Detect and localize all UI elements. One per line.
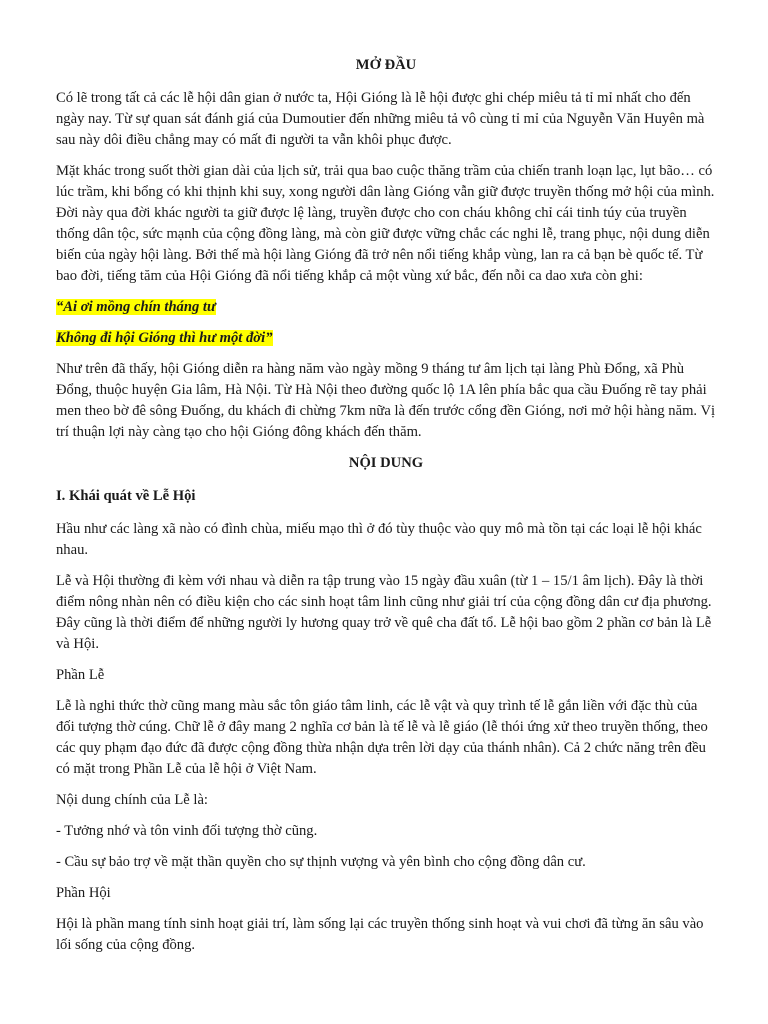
phan-le-list-intro: Nội dung chính của Lễ là: xyxy=(56,792,208,808)
intro-paragraph-1: Có lẽ trong tất cả các lễ hội dân gian ở nước ta, Hội Gióng là lễ hội được ghi chép miêu tả tỉ mỉ nhất cho đến ngày nay. Từ sự quan sát đánh giá của Dumoutier đến những miêu tả vô cùng tỉ mỉ của Nguyễn Văn Huyên mà sau này dôi điều chẳng may có mất đi người ta vẫn khôi phục được. xyxy=(56,90,705,148)
section-1-title: I. Khái quát về Lễ Hội xyxy=(56,488,196,504)
location-paragraph: Như trên đã thấy, hội Gióng diễn ra hàng năm vào ngày mồng 9 tháng tư âm lịch tại làng Phù Đổng, xã Phù Đổng, thuộc huyện Gia lâm, Hà Nội. Từ Hà Nội theo đường quốc lộ 1A lên phía bắc qua cầu Đuống rẽ tay phải men theo bờ đê sông Đuống, du khách đi chừng 7km nữa là đến trước cổng đền Gióng, nơi mở hội hàng năm. Vị trí thuận lợi này càng tạo cho hội Gióng đông khách đến thăm. xyxy=(56,361,716,440)
intro-paragraph-2: Mặt khác trong suốt thời gian dài của lịch sử, trải qua bao cuộc thăng trầm của chiến tranh loạn lạc, lụt bão… có lúc trầm, khi bổng có khi thịnh khi suy, xong người dân làng Gióng vẫn giữ được truyền thống mở hội của mình. Đời này qua đời khác người ta giữ được lệ làng, truyền được cho con cháu không chỉ cái tinh túy của truyền thống dân tộc, sức mạnh của cộng đồng làng, mà còn giữ được vững chắc các nghi lễ, trang phục, nội dung diễn biến của ngày hội làng. Bởi thế mà hội làng Gióng đã trở nên nổi tiếng khắp vùng, lan ra cả bạn bè quốc tế. Từ bao đời, tiếng tăm của Hội Gióng đã nổi tiếng khắp cả một vùng xứ bắc, đến nỗi ca dao xưa còn ghi: xyxy=(56,163,715,284)
phan-hoi-title: Phần Hội xyxy=(56,885,111,901)
phan-le-title: Phần Lễ xyxy=(56,667,105,683)
phan-le-list-item-1: - Tưởng nhớ và tôn vinh đối tượng thờ cũng. xyxy=(56,823,318,839)
verse-line-2 xyxy=(56,328,716,349)
phan-le-list-item-2: - Cầu sự bảo trợ về mặt thần quyền cho sự thịnh vượng và yên bình cho cộng đồng dân cư. xyxy=(56,854,586,870)
verse-line-1-text: “Ai ơi mồng chín tháng tư xyxy=(56,299,216,315)
phan-le-paragraph: Lễ là nghi thức thờ cũng mang màu sắc tôn giáo tâm linh, các lễ vật và quy trình tế lễ gắn liền với đặc thù của đối tượng thờ cúng. Chữ lễ ở đây mang 2 nghĩa cơ bản là tế lễ và lễ giáo (lễ thói ứng xử theo truyền thống, theo các quy phạm đạo đức đã được cộng đồng thừa nhận dựa trên lời dạy của thánh nhân). Cả 2 chức năng trên đều có mặt trong Phần Lễ của lễ hội ở Việt Nam. xyxy=(56,698,708,777)
section-1-paragraph-1: Hầu như các làng xã nào có đình chùa, miếu mạo thì ở đó tùy thuộc vào quy mô mà tồn tại các loại lễ hội khác nhau. xyxy=(56,521,702,558)
verse-line-1 xyxy=(56,297,716,318)
section-1-paragraph-2: Lễ và Hội thường đi kèm với nhau và diễn ra tập trung vào 15 ngày đầu xuân (từ 1 – 15/1 âm lịch). Đây là thời điểm nông nhàn nên có điều kiện cho các sinh hoạt tâm linh cũng như giải trí của cộng đồng dân cư địa phương. Đây cũng là thời điểm để những người ly hương quay trở về quê cha đất tổ. Lễ hội bao gồm 2 phần cơ bản là Lễ và Hội. xyxy=(56,573,712,652)
content-title: NỘI DUNG xyxy=(348,455,424,471)
document-page xyxy=(56,55,716,966)
verse-line-2-text: Không đi hội Gióng thì hư một đời” xyxy=(56,330,273,346)
phan-hoi-paragraph: Hội là phần mang tính sinh hoạt giải trí, làm sống lại các truyền thống sinh hoạt và vui chơi đã từng ăn sâu vào lối sống của cộng đồng. xyxy=(56,916,704,953)
document-title: MỞ ĐẦU xyxy=(355,57,417,73)
